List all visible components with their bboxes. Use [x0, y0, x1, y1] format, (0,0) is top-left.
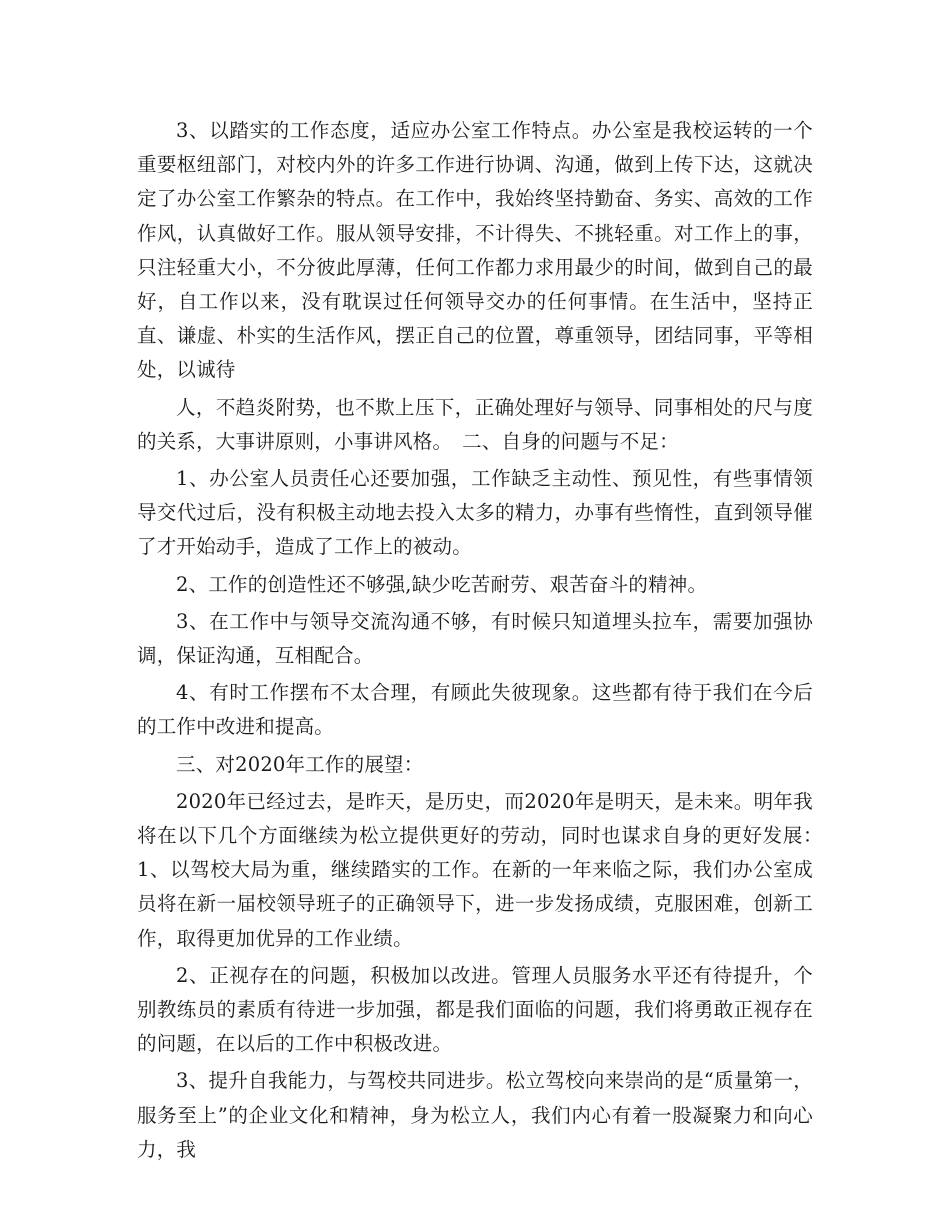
paragraph-1: 3、以踏实的工作态度，适应办公室工作特点。办公室是我校运转的一个重要枢纽部门，对校内外的许多工作进行协调、沟通，做到上传下达，这就决定了办公室工作繁杂的特点。在工作中，我始终坚持勤奋、务实、高效的工作作风，认真做好工作。服从领导安排，不计得失、不挑轻重。对工作上的事，只注轻重大小，不分彼此厚薄，任何工作都力求用最少的时间，做到自己的最好，自工作以来，没有耽误过任何领导交办的任何事情。在生活中，坚持正直、谦虚、朴实的生活作风，摆正自己的位置，尊重领导，团结同事，平等相处，以诚待 [137, 119, 813, 382]
section-heading: 三、对2020年工作的展望： [176, 752, 424, 776]
paragraph-8: 2020年已经过去，是昨天，是历史，而2020年是明天，是未来。明年我将在以下几个方面继续为松立提供更好的劳动，同时也谋求自身的更好发展： 1、以驾校大局为重，继续踏实的工作。在新的一年来临之际，我们办公室成员将在新一届校领导班子的正确领导下，进一步发扬成绩，克服困难，创新工作，取得更加优异的工作业绩。 [137, 789, 833, 950]
paragraph-4: 2、工作的创造性还不够强,缺少吃苦耐劳、艰苦奋斗的精神。 [176, 572, 708, 596]
document-body [137, 114, 833, 1170]
paragraph-2: 人，不趋炎附势，也不欺上压下，正确处理好与领导、同事相处的尺与度的关系，大事讲原则，小事讲风格。 二、自身的问题与不足： [137, 395, 813, 453]
paragraph-3: 1、办公室人员责任心还要加强，工作缺乏主动性、预见性，有些事情领导交代过后，没有积极主动地去投入太多的精力，办事有些惰性，直到领导催了才开始动手，造成了工作上的被动。 [137, 467, 813, 559]
paragraph-5: 3、在工作中与领导交流沟通不够，有时候只知道埋头拉车，需要加强协调，保证沟通，互相配合。 [137, 609, 813, 668]
paragraph-10: 3、提升自我能力，与驾校共同进步。松立驾校向来崇尚的是“质量第一，服务至上”的企业文化和精神，身为松立人，我们内心有着一股凝聚力和向心力，我 [137, 1069, 813, 1161]
paragraph-9: 2、正视存在的问题，积极加以改进。管理人员服务水平还有待提升，个别教练员的素质有待进一步加强，都是我们面临的问题，我们将勇敢正视存在的问题，在以后的工作中积极改进。 [137, 963, 813, 1056]
paragraph-6: 4、有时工作摆布不太合理，有顾此失彼现象。这些都有待于我们在今后的工作中改进和提高。 [137, 681, 813, 739]
